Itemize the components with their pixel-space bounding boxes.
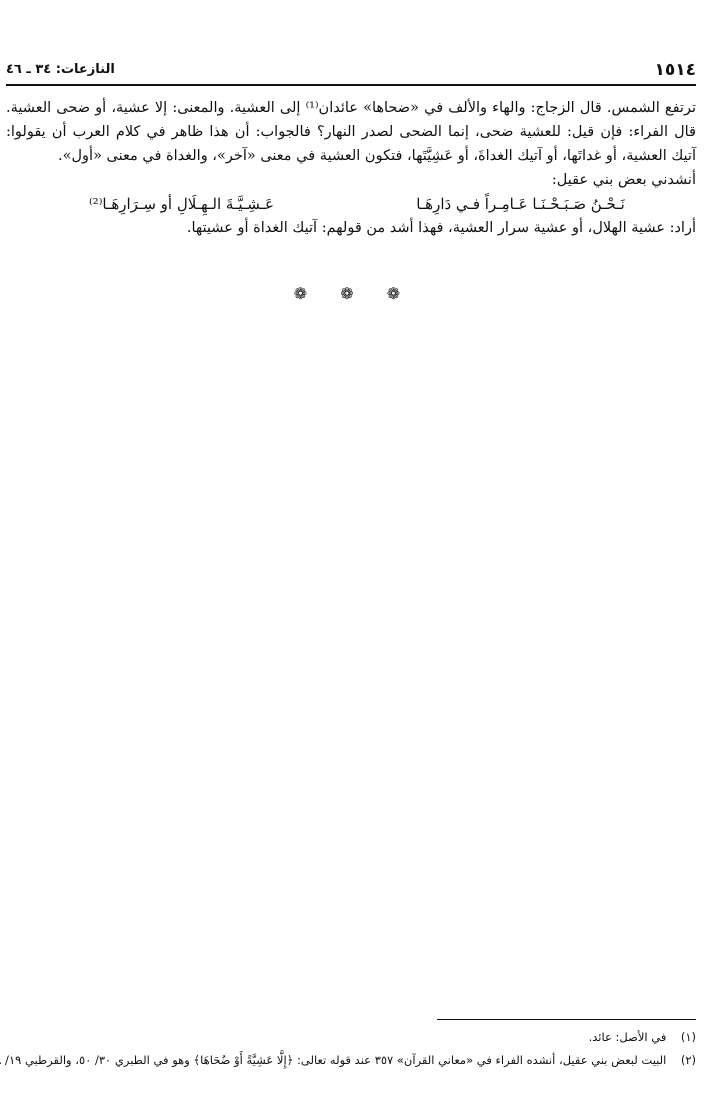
footnote-marker: (٢) <box>680 1053 696 1067</box>
verse-second-hemistich: عَـشِـيَّـةَ الـهِـلَالِ أو سِـرَارِهَـا⁽²⁾ <box>88 195 274 213</box>
verse-intro: أنشدني بعض بني عقيل: <box>551 172 696 188</box>
header-rule <box>6 84 696 86</box>
poetry-verse <box>6 192 696 216</box>
footnote-marker: (١) <box>680 1030 696 1044</box>
footnote-text: في الأصل: عائد. <box>588 1030 667 1044</box>
footnote <box>6 1049 696 1072</box>
main-text <box>6 96 696 240</box>
paragraph: ترتفع الشمس. قال الزجاج: والهاء والألف في «ضحاها» عائدان⁽¹⁾ إلى العشية. والمعنى: إلا عشية، أو ضحى العشية. قال الفراء: فإن قيل: للعشية ضحى، إنما الضحى لصدر النهار؟ فالجواب: أن هذا ظاهر في كلام العرب أن يقولوا: آتيك العشية، أو غداتَها، أو آتيك الغداةَ، أو عَشِيَّتَها، فتكون العشية في معنى «آخر»، والغداة في معنى «أول». <box>6 100 696 164</box>
running-title: النازعات: ٣٤ ـ ٤٦ <box>6 62 115 77</box>
footnote-text: البيت لبعض بني عقيل، أنشده الفراء في «معاني القرآن» ٣٥٧ عند قوله تعالى: ﴿إِلَّا عَشِيَّةً أَوْ ضُحَاهَا﴾ وهو في الطبري ٣٠/ ٥٠، والقرطبي ١٩/ <box>5 1053 667 1067</box>
footnote-rule <box>437 1019 696 1020</box>
page-header <box>6 60 696 82</box>
page-number: ١٥١٤ <box>654 60 696 80</box>
section-separator: ❁ ❁ ❁ <box>293 284 415 303</box>
footnotes <box>6 1026 696 1072</box>
footnote <box>6 1026 696 1049</box>
verse-first-hemistich: نَـحْـنُ صَـبَـحْـنَـا عَـامِـراً فـي دَارِهَـا <box>416 195 625 213</box>
paragraph: أراد: عشية الهلال، أو عشية سرار العشية، فهذا أشد من قولهم: آتيك الغداة أو عشيتها. <box>186 220 696 236</box>
